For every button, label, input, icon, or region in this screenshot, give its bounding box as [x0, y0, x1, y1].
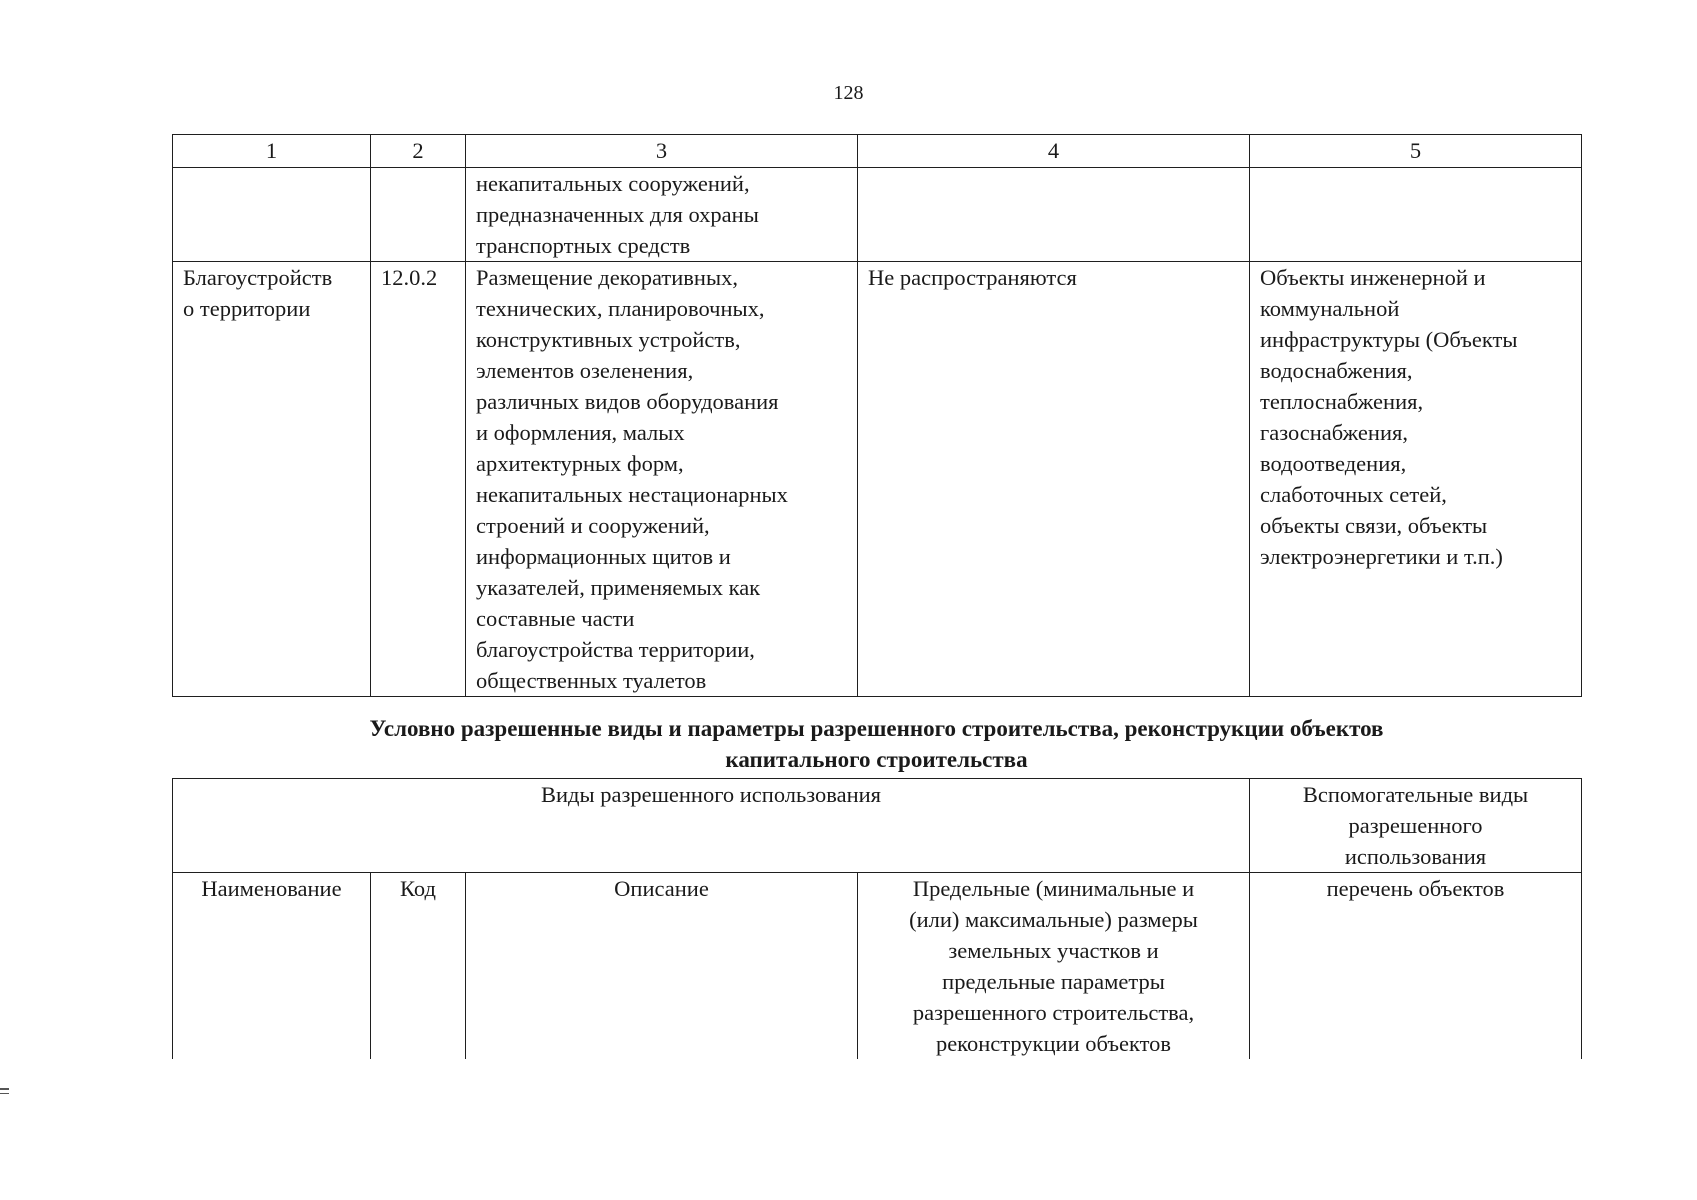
limits-cell [858, 168, 1250, 262]
auxiliary-cell [1250, 168, 1582, 262]
text-line: Вспомогательные виды [1302, 782, 1529, 807]
text-line: Предельные (минимальные и [912, 876, 1195, 901]
text-line: предельные параметры [942, 969, 1165, 994]
column-header-limits [858, 873, 1250, 1060]
column-number: 3 [466, 135, 858, 168]
text-line: и оформления, малых [476, 420, 685, 445]
permitted-uses-header: Виды разрешенного использования [173, 779, 1250, 873]
header-row [173, 873, 1582, 1060]
text-line: информационных щитов и [476, 544, 731, 569]
text-line: водоотведения, [1260, 451, 1407, 476]
description-cell [466, 262, 858, 697]
text-line: предназначенных для охраны [476, 202, 759, 227]
column-number-row [173, 135, 1582, 168]
table-row [173, 262, 1582, 697]
text-line: конструктивных устройств, [476, 327, 741, 352]
section-title-line: Условно разрешенные виды и параметры разрешенного строительства, реконструкции объектов [369, 716, 1384, 741]
section-title [172, 713, 1581, 775]
text-line: (или) максимальные) размеры [909, 907, 1198, 932]
auxiliary-cell [1250, 262, 1582, 697]
description-cell [466, 168, 858, 262]
limits-cell: Не распространяются [858, 262, 1250, 697]
name-cell [173, 168, 371, 262]
text-line: Объекты инженерной и [1260, 265, 1486, 290]
text-line: инфраструктуры (Объекты [1260, 327, 1518, 352]
text-line: технических, планировочных, [476, 296, 765, 321]
header-row [173, 779, 1582, 873]
text-line: составные части [476, 606, 635, 631]
section-title-line: капитального строительства [725, 747, 1028, 772]
text-line: общественных туалетов [476, 668, 707, 693]
column-header-name: Наименование [173, 873, 371, 1060]
page-number: 128 [833, 82, 864, 104]
auxiliary-uses-header [1250, 779, 1582, 873]
text-line: транспортных средств [476, 233, 691, 258]
column-number: 2 [371, 135, 466, 168]
text-line: элементов озеленения, [476, 358, 694, 383]
column-number: 4 [858, 135, 1250, 168]
text-line: некапитальных нестационарных [476, 482, 788, 507]
text-line: о территории [183, 296, 311, 321]
text-line: различных видов оборудования [476, 389, 779, 414]
text-line: слаботочных сетей, [1260, 482, 1447, 507]
text-line: земельных участков и [948, 938, 1159, 963]
text-line: теплоснабжения, [1260, 389, 1424, 414]
text-line: благоустройства территории, [476, 637, 755, 662]
text-line: указателей, применяемых как [476, 575, 761, 600]
permitted-uses-table [172, 134, 1582, 697]
column-header-objects: перечень объектов [1250, 873, 1582, 1060]
column-header-code: Код [371, 873, 466, 1060]
text-line: разрешенного строительства, [912, 1000, 1195, 1025]
text-line: архитектурных форм, [476, 451, 684, 476]
text-line: использования [1344, 844, 1487, 869]
scan-edge-mark [0, 1088, 9, 1098]
text-line: электроэнергетики и т.п.) [1260, 544, 1503, 569]
text-line: коммунальной [1260, 296, 1400, 321]
code-cell [371, 168, 466, 262]
column-number: 1 [173, 135, 371, 168]
column-number: 5 [1250, 135, 1582, 168]
column-header-description: Описание [466, 873, 858, 1060]
text-line: разрешенного [1348, 813, 1483, 838]
text-line: газоснабжения, [1260, 420, 1408, 445]
text-line: реконструкции объектов [935, 1031, 1172, 1056]
name-cell [173, 262, 371, 697]
table-row [173, 168, 1582, 262]
text-line: Размещение декоративных, [476, 265, 738, 290]
code-cell: 12.0.2 [371, 262, 466, 697]
text-line: строений и сооружений, [476, 513, 710, 538]
text-line: водоснабжения, [1260, 358, 1413, 383]
text-line: объекты связи, объекты [1260, 513, 1488, 538]
text-line: Благоустройств [183, 265, 333, 290]
text-line: некапитальных сооружений, [476, 171, 750, 196]
conditional-uses-table [172, 778, 1582, 1059]
